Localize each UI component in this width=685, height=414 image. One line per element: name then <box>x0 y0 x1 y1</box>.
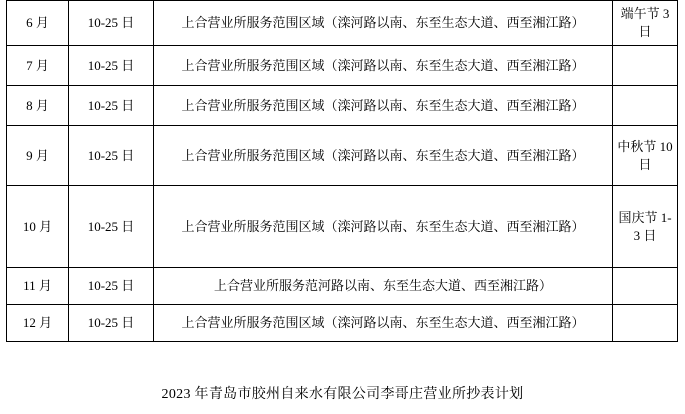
cell-note <box>613 46 678 86</box>
cell-area: 上合营业所服务范围区域（滦河路以南、东至生态大道、西至湘江路） <box>154 1 613 46</box>
cell-month: 9 月 <box>7 126 69 186</box>
cell-date: 10-25 日 <box>69 126 154 186</box>
table-body <box>7 1 678 342</box>
cell-note: 中秋节 10 日 <box>613 126 678 186</box>
cell-area: 上合营业所服务范围区域（滦河路以南、东至生态大道、西至湘江路） <box>154 46 613 86</box>
cell-area: 上合营业所服务范围区域（滦河路以南、东至生态大道、西至湘江路） <box>154 305 613 342</box>
cell-month: 12 月 <box>7 305 69 342</box>
table-row <box>7 305 678 342</box>
table-row <box>7 126 678 186</box>
cell-area: 上合营业所服务范围区域（滦河路以南、东至生态大道、西至湘江路） <box>154 186 613 268</box>
cell-month: 6 月 <box>7 1 69 46</box>
cell-date: 10-25 日 <box>69 305 154 342</box>
table-row <box>7 1 678 46</box>
meter-reading-schedule-table <box>6 0 678 342</box>
document-footnote: 2023 年青岛市胶州自来水有限公司李哥庄营业所抄表计划 <box>161 387 524 402</box>
cell-area: 上合营业所服务范围区域（滦河路以南、东至生态大道、西至湘江路） <box>154 86 613 126</box>
cell-area: 上合营业所服务范河路以南、东至生态大道、西至湘江路） <box>154 268 613 305</box>
table-row <box>7 86 678 126</box>
cell-month: 11 月 <box>7 268 69 305</box>
cell-note: 国庆节 1-3 日 <box>613 186 678 268</box>
cell-month: 8 月 <box>7 86 69 126</box>
cell-area: 上合营业所服务范围区域（滦河路以南、东至生态大道、西至湘江路） <box>154 126 613 186</box>
table-row <box>7 268 678 305</box>
cell-date: 10-25 日 <box>69 86 154 126</box>
cell-date: 10-25 日 <box>69 268 154 305</box>
cell-note: 端午节 3 日 <box>613 1 678 46</box>
cell-month: 7 月 <box>7 46 69 86</box>
cell-note <box>613 305 678 342</box>
cell-date: 10-25 日 <box>69 186 154 268</box>
cell-note <box>613 268 678 305</box>
cell-date: 10-25 日 <box>69 1 154 46</box>
cell-date: 10-25 日 <box>69 46 154 86</box>
table-row <box>7 186 678 268</box>
table-row <box>7 46 678 86</box>
cell-month: 10 月 <box>7 186 69 268</box>
cell-note <box>613 86 678 126</box>
